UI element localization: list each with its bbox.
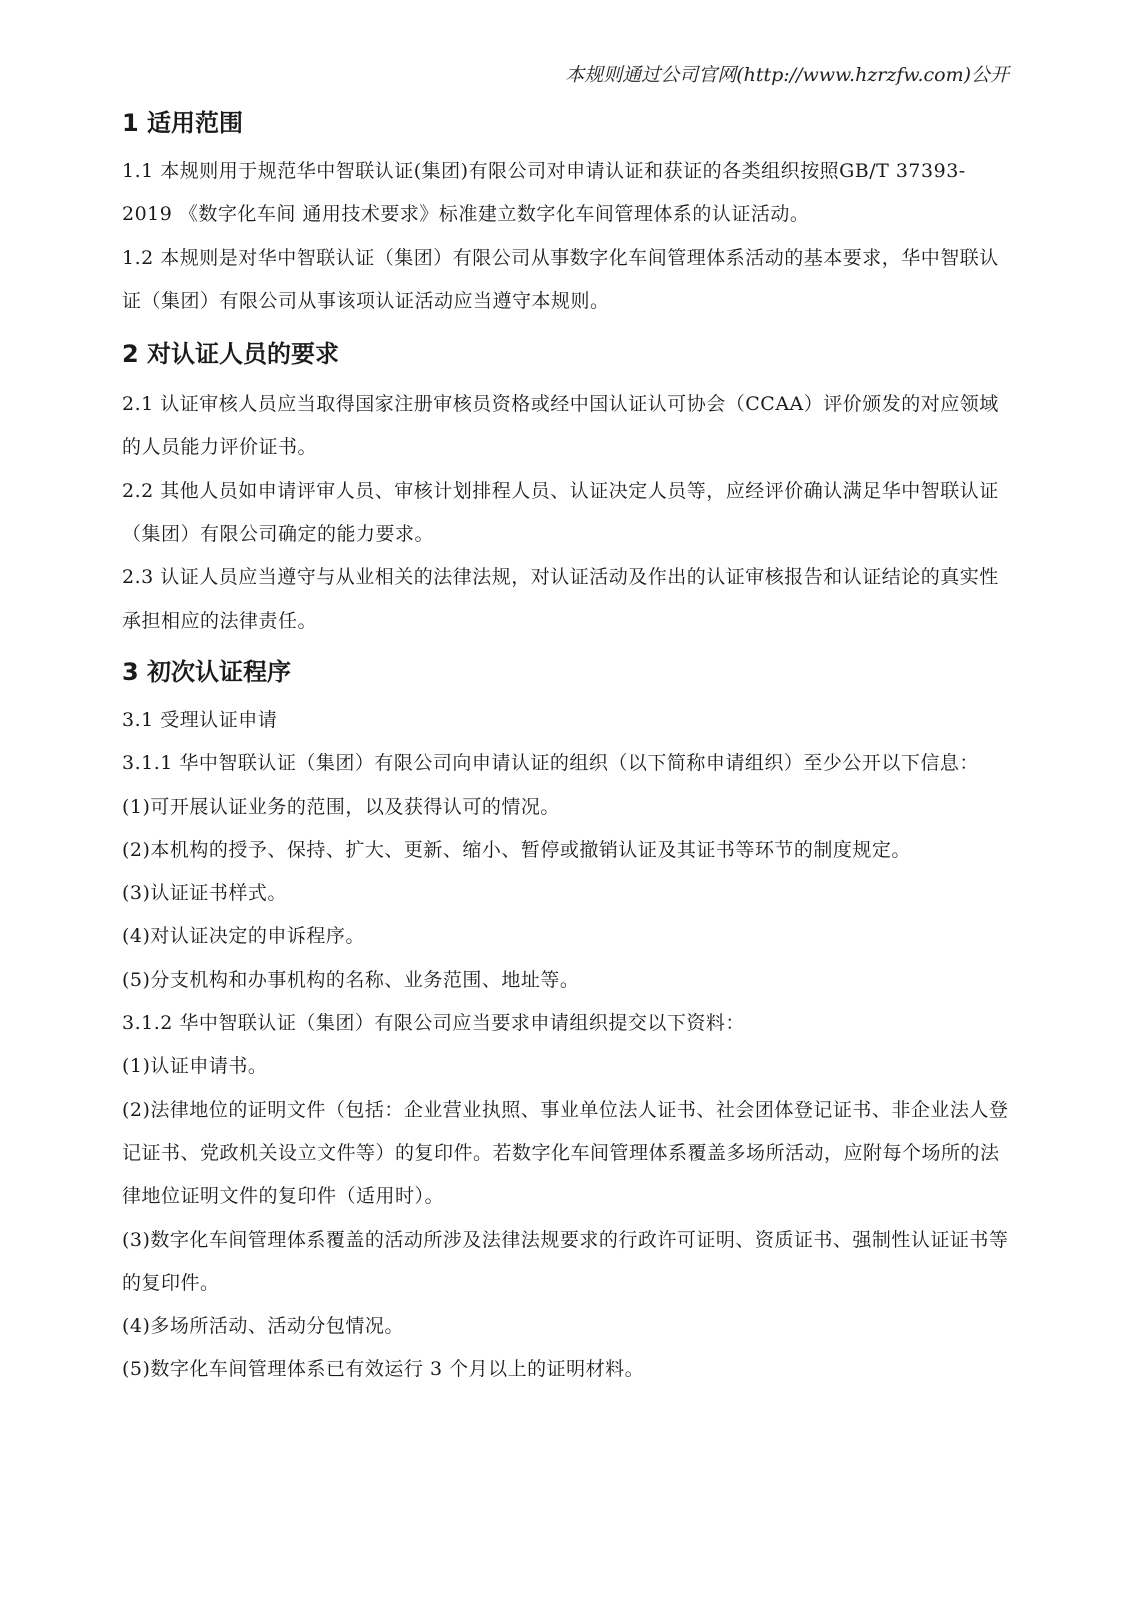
paragraph: 2.1 认证审核人员应当取得国家注册审核员资格或经中国认证认可协会（CCAA）评价颁发的对应领域的人员能力评价证书。 [122, 393, 999, 459]
list-item: (2)本机构的授予、保持、扩大、更新、缩小、暂停或撤销认证及其证书等环节的制度规定。 [122, 838, 911, 861]
list-item: (5)数字化车间管理体系已有效运行 3 个月以上的证明材料。 [122, 1358, 645, 1381]
paragraph: 1.1 本规则用于规范华中智联认证(集团)有限公司对申请认证和获证的各类组织按照GB/T 37393-2019 《数字化车间 通用技术要求》标准建立数字化车间管理体系的认证活动。 [122, 160, 966, 226]
list-item: (1)认证申请书。 [122, 1055, 268, 1078]
paragraph: 3.1.1 华中智联认证（集团）有限公司向申请认证的组织（以下简称申请组织）至少公开以下信息： [122, 752, 979, 775]
list-item: (5)分支机构和办事机构的名称、业务范围、地址等。 [122, 968, 580, 991]
section-heading: 1 适用范围 [122, 109, 244, 137]
section-heading: 2 对认证人员的要求 [122, 340, 340, 369]
paragraph: 2.2 其他人员如申请评审人员、审核计划排程人员、认证决定人员等，应经评价确认满足华中智联认证（集团）有限公司确定的能力要求。 [122, 479, 999, 546]
list-item: (3)认证证书样式。 [122, 882, 287, 905]
paragraph: 2.3 认证人员应当遵守与从业相关的法律法规，对认证活动及作出的认证审核报告和认证结论的真实性承担相应的法律责任。 [122, 566, 999, 632]
document-body [122, 98, 1012, 1392]
section-heading: 3 初次认证程序 [122, 657, 292, 686]
list-item: (4)多场所活动、活动分包情况。 [122, 1315, 404, 1338]
paragraph: 1.2 本规则是对华中智联认证（集团）有限公司从事数字化车间管理体系活动的基本要求，华中智联认证（集团）有限公司从事该项认证活动应当遵守本规则。 [122, 246, 999, 312]
header-note: 本规则通过公司官网(http://www.hzrzfw.com)公开 [565, 64, 1009, 86]
list-item: (1)可开展认证业务的范围，以及获得认可的情况。 [122, 795, 560, 818]
list-item: (4)对认证决定的申诉程序。 [122, 925, 365, 948]
paragraph: 3.1 受理认证申请 [122, 708, 278, 731]
list-item: (3)数字化车间管理体系覆盖的活动所涉及法律法规要求的行政许可证明、资质证书、强制性认证证书等的复印件。 [122, 1228, 1009, 1294]
list-item: (2)法律地位的证明文件（包括：企业营业执照、事业单位法人证书、社会团体登记证书、非企业法人登记证书、党政机关设立文件等）的复印件。若数字化车间管理体系覆盖多场所活动，应附每个场所的法律地位证明文件的复印件（适用时）。 [122, 1098, 1009, 1208]
paragraph: 3.1.2 华中智联认证（集团）有限公司应当要求申请组织提交以下资料： [122, 1012, 745, 1035]
